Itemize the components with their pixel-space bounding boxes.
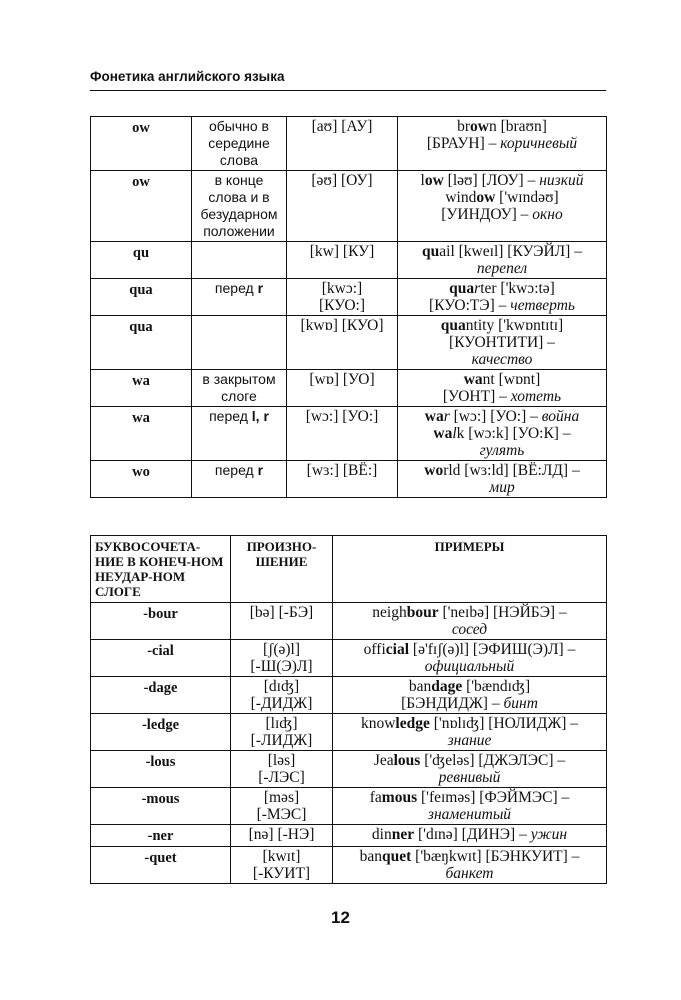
example-words: neighbour ['neɪbə] [НЭЙБЭ] – сосед xyxy=(333,603,607,640)
table-row xyxy=(91,825,607,847)
table-row xyxy=(91,677,607,714)
pronunciation: [ʃ(ə)l] [-Ш(Э)Л] xyxy=(231,640,333,677)
letter-combination: -dage xyxy=(91,677,231,714)
position-condition: в закрытом слоге xyxy=(192,370,287,407)
position-condition: перед r xyxy=(192,279,287,316)
table-row xyxy=(91,117,607,171)
example-words: banquet ['bæŋkwɪt] [БЭНКУИТ] – банкет xyxy=(333,847,607,884)
letter-combination: wa xyxy=(91,407,192,461)
pronunciation: [kwɪt] [-КУИТ] xyxy=(231,847,333,884)
position-condition xyxy=(192,316,287,370)
table-row xyxy=(91,171,607,242)
header-examples: ПРИМЕРЫ xyxy=(333,536,607,603)
pronunciation: [wɜ:] [ВЁ:] xyxy=(287,461,398,498)
example-words: quail [kweɪl] [КУЭЙЛ] – перепел xyxy=(398,242,607,279)
table-row xyxy=(91,788,607,825)
letter-combination: qu xyxy=(91,242,192,279)
example-words: low [ləʊ] [ЛОУ] – низкий window ['wɪndəʊ] [УИНДОУ] – окно xyxy=(398,171,607,242)
example-words: official [ə'fɪʃ(ə)l] [ЭФИШ(Э)Л] – официальный xyxy=(333,640,607,677)
letter-combination: -quet xyxy=(91,847,231,884)
pronunciation: [məs] [-МЭС] xyxy=(231,788,333,825)
example-words: dinner ['dɪnə] [ДИНЭ] – ужин xyxy=(333,825,607,847)
table-row xyxy=(91,603,607,640)
table-row xyxy=(91,242,607,279)
position-condition: обычно в середине слова xyxy=(192,117,287,171)
header-letter-combination: БУКВОСОЧЕТА-НИЕ В КОНЕЧ-НОМ НЕУДАР-НОМ СЛОГЕ xyxy=(91,536,231,603)
table-header-row xyxy=(91,536,607,603)
pronunciation: [əʊ] [ОУ] xyxy=(287,171,398,242)
table-row xyxy=(91,316,607,370)
table-row xyxy=(91,461,607,498)
table-row xyxy=(91,751,607,788)
letter-combination: ow xyxy=(91,117,192,171)
letter-combination: -lous xyxy=(91,751,231,788)
table-row xyxy=(91,279,607,316)
letter-combination: qua xyxy=(91,316,192,370)
pronunciation: [dɪʤ] [-ДИДЖ] xyxy=(231,677,333,714)
pronunciation: [kw] [КУ] xyxy=(287,242,398,279)
pronunciation: [nə] [-НЭ] xyxy=(231,825,333,847)
unstressed-endings-table xyxy=(90,535,607,884)
pronunciation: [lɪʤ] [-ЛИДЖ] xyxy=(231,714,333,751)
table-row xyxy=(91,714,607,751)
table-row xyxy=(91,640,607,677)
header-title: Фонетика английского языка xyxy=(90,69,285,84)
pronunciation: [wɔ:] [УО:] xyxy=(287,407,398,461)
position-condition xyxy=(192,242,287,279)
header-pronunciation: ПРОИЗНО-ШЕНИЕ xyxy=(231,536,333,603)
letter-combination: ow xyxy=(91,171,192,242)
example-words: bandage ['bændɪʤ] [БЭНДИДЖ] – бинт xyxy=(333,677,607,714)
letter-combination: -bour xyxy=(91,603,231,640)
running-header xyxy=(90,66,606,91)
pronunciation: [aʊ] [АУ] xyxy=(287,117,398,171)
table-row xyxy=(91,847,607,884)
letter-combination: wa xyxy=(91,370,192,407)
position-condition: в конце слова и в безударном положении xyxy=(192,171,287,242)
pronunciation: [wɒ] [УО] xyxy=(287,370,398,407)
position-condition: перед r xyxy=(192,461,287,498)
example-words: quarter ['kwɔ:tə] [КУО:ТЭ] – четверть xyxy=(398,279,607,316)
table-row xyxy=(91,370,607,407)
page-number: 12 xyxy=(331,908,350,927)
example-words: famous ['feɪməs] [ФЭЙМЭС] – знаменитый xyxy=(333,788,607,825)
letter-combination: -mous xyxy=(91,788,231,825)
letter-combination: -ledge xyxy=(91,714,231,751)
letter-combination: -ner xyxy=(91,825,231,847)
position-condition: перед l, r xyxy=(192,407,287,461)
pronunciation: [bə] [-БЭ] xyxy=(231,603,333,640)
pronunciation: [kwɒ] [КУО] xyxy=(287,316,398,370)
example-words: Jealous ['ʤeləs] [ДЖЭЛЭС] – ревнивый xyxy=(333,751,607,788)
example-words: knowledge ['nɒlɪʤ] [НОЛИДЖ] – знание xyxy=(333,714,607,751)
letter-combinations-table xyxy=(90,116,607,498)
table-row xyxy=(91,407,607,461)
pronunciation: [kwɔ:] [КУО:] xyxy=(287,279,398,316)
example-words: war [wɔ:] [УО:] – война walk [wɔ:k] [УО:К] – гулять xyxy=(398,407,607,461)
example-words: brown [braʊn] [БРАУН] – коричневый xyxy=(398,117,607,171)
example-words: want [wɒnt] [УОНТ] – хотеть xyxy=(398,370,607,407)
pronunciation: [ləs] [-ЛЭС] xyxy=(231,751,333,788)
example-words: quantity ['kwɒntɪtɪ] [КУОНТИТИ] – качество xyxy=(398,316,607,370)
example-words: world [wɜ:ld] [ВЁ:ЛД] – мир xyxy=(398,461,607,498)
letter-combination: -cial xyxy=(91,640,231,677)
letter-combination: qua xyxy=(91,279,192,316)
letter-combination: wo xyxy=(91,461,192,498)
